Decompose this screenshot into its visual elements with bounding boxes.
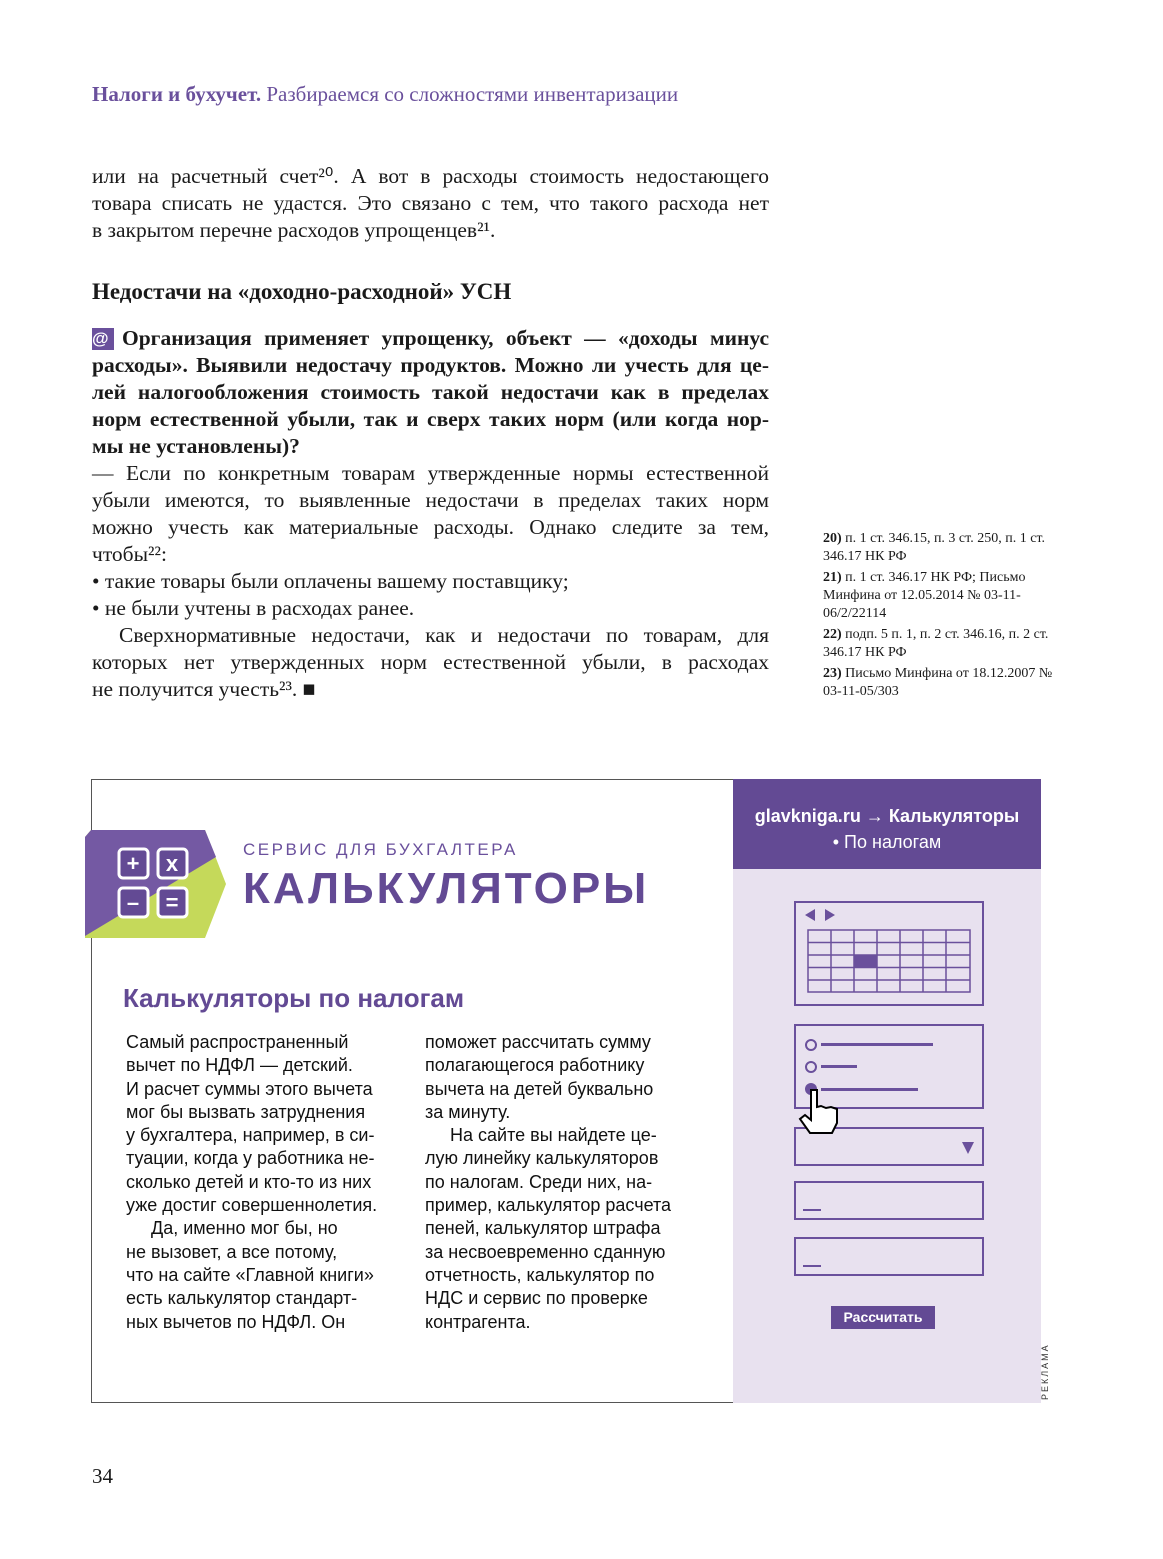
text-line: или на расчетный счет²⁰. А вот в расходы стоимость недостающего [92, 164, 769, 188]
text-line: которых нет утвержденных норм естественной убыли, в расходах [92, 650, 769, 674]
text-line: не вызовет, а все потому, [126, 1241, 338, 1262]
article-title: Разбираемся со сложностями инвентаризации [266, 82, 679, 106]
text-line: норм естественной убыли, так и сверх таких норм (или когда нор- [92, 407, 769, 431]
ad-side-header [733, 779, 1041, 869]
footnote [823, 665, 1053, 701]
text-line: отчетность, калькулятор по [425, 1264, 655, 1285]
text-line: товара списать не удастся. Это связано с тем, что такого расхода нет [92, 191, 769, 215]
hand-cursor-icon [800, 1090, 837, 1133]
text-line: убыли имеются, то выявленные недостачи в пределах таких норм [92, 488, 769, 512]
text-line: можно учесть как материальные расходы. Однако следите за тем, [92, 515, 769, 539]
text-line: И расчет суммы этого вычета [126, 1078, 373, 1099]
text-line: за минуту. [425, 1101, 511, 1122]
footnote-number: 22) [823, 627, 842, 642]
calendar-widget [795, 902, 983, 1005]
input-field [795, 1238, 983, 1275]
section-name: Налоги и бухучет. [92, 82, 262, 106]
running-head [92, 82, 678, 107]
intro-paragraph [92, 163, 769, 244]
bullet-item: • такие товары были оплачены вашему поставщику; [92, 569, 569, 593]
text-line: лей налогообложения стоимость такой недостачи как в пределах [92, 380, 769, 404]
ad-subtitle: СЕРВИС ДЛЯ БУХГАЛТЕРА [243, 840, 518, 859]
footnote [823, 626, 1053, 662]
text-line: не получится учесть²³. ■ [92, 677, 316, 701]
text-line: расходы». Выявили недостачу продуктов. Можно ли учесть для це- [92, 353, 769, 377]
text-line: Организация применяет упрощенку, объект — «доходы минус [122, 326, 769, 350]
text-line: что на сайте «Главной книги» [126, 1264, 374, 1285]
text-line: НДС и сервис по проверке [425, 1288, 648, 1309]
question [92, 325, 769, 460]
text-line: за несвоевременно сданную [425, 1241, 666, 1262]
footnotes [823, 530, 1053, 704]
calculator-logo-icon [83, 826, 228, 941]
text-line: туации, когда у работника не- [126, 1148, 375, 1169]
text-line: Сверхнормативные недостачи, как и недостачи по товарам, для [119, 623, 769, 647]
footnote-text: п. 1 ст. 346.17 НК РФ; Письмо Минфина от 12.05.2014 № 03-11-06/2/22114 [823, 570, 1026, 621]
text-line: мог бы вызвать затруднения [126, 1101, 366, 1122]
site-sublink: • По налогам [832, 832, 942, 852]
bullet-item: • не были учтены в расходах ранее. [92, 596, 415, 620]
text-line: ных вычетов по НДФЛ. Он [126, 1311, 346, 1332]
ad-title: КАЛЬКУЛЯТОРЫ [243, 864, 650, 913]
text-line: вычет по НДФЛ — детский. [126, 1055, 353, 1076]
text-line: На сайте вы найдете це- [450, 1125, 657, 1146]
calculator-form-illustration [793, 900, 987, 1280]
text-line: Самый распространенный [126, 1032, 349, 1052]
text-line: пеней, калькулятор штрафа [425, 1218, 661, 1239]
minus-key: – [126, 890, 140, 915]
text-line: есть калькулятор стандарт- [126, 1288, 358, 1309]
text-line: в закрытом перечне расходов упрощенцев²¹. [92, 218, 496, 242]
plus-key: + [126, 851, 140, 876]
text-line: пример, калькулятор расчета [425, 1195, 672, 1216]
text-line: контрагента. [425, 1311, 531, 1332]
footnote-number: 21) [823, 570, 842, 585]
text-line: полагающегося работнику [425, 1055, 645, 1076]
text-line: лую линейку калькуляторов [425, 1148, 659, 1169]
answer [92, 460, 769, 703]
ad-column-2 [425, 1031, 715, 1334]
footnote-text: подп. 5 п. 1, п. 2 ст. 346.16, п. 2 ст. 346.17 НК РФ [823, 627, 1049, 660]
at-icon: @ [92, 328, 114, 350]
text-line: вычета на детей буквально [425, 1078, 654, 1099]
footnote [823, 530, 1053, 566]
input-field [795, 1182, 983, 1219]
footnote-text: п. 1 ст. 346.15, п. 3 ст. 250, п. 1 ст. 346.17 НК РФ [823, 531, 1045, 564]
text-line: Да, именно мог бы, но [151, 1218, 338, 1239]
text-line: уже достиг совершеннолетия. [126, 1195, 378, 1216]
next-arrow-icon [825, 909, 835, 921]
footnote [823, 569, 1053, 623]
ad-heading: Калькуляторы по налогам [123, 983, 465, 1013]
ad-column-1 [126, 1031, 406, 1334]
footnote-text: Письмо Минфина от 18.12.2007 № 03-11-05/303 [823, 666, 1053, 699]
text-line: по налогам. Среди них, на- [425, 1171, 653, 1192]
text-line: поможет рассчитать сумму [425, 1032, 651, 1052]
calculate-button[interactable]: Рассчитать [831, 1306, 935, 1329]
prev-arrow-icon [805, 909, 815, 921]
ad-label: РЕКЛАМА [1040, 1343, 1050, 1400]
text-line: — Если по конкретным товарам утвержденные нормы естественной [92, 461, 769, 485]
chevron-down-icon [962, 1142, 974, 1154]
text-line: у бухгалтера, например, в си- [126, 1125, 375, 1146]
text-line: мы не установлены)? [92, 434, 300, 458]
multiply-key: x [165, 851, 179, 876]
text-line: сколько детей и кто-то из них [126, 1171, 372, 1192]
equals-key: = [165, 890, 179, 915]
text-line: чтобы²²: [92, 542, 167, 566]
footnote-number: 20) [823, 531, 842, 546]
section-heading: Недостачи на «доходно-расходной» УСН [92, 279, 512, 304]
site-link[interactable]: glavkniga.ru → Калькуляторы [754, 806, 1020, 826]
footnote-number: 23) [823, 666, 842, 681]
page-number: 34 [92, 1464, 113, 1488]
